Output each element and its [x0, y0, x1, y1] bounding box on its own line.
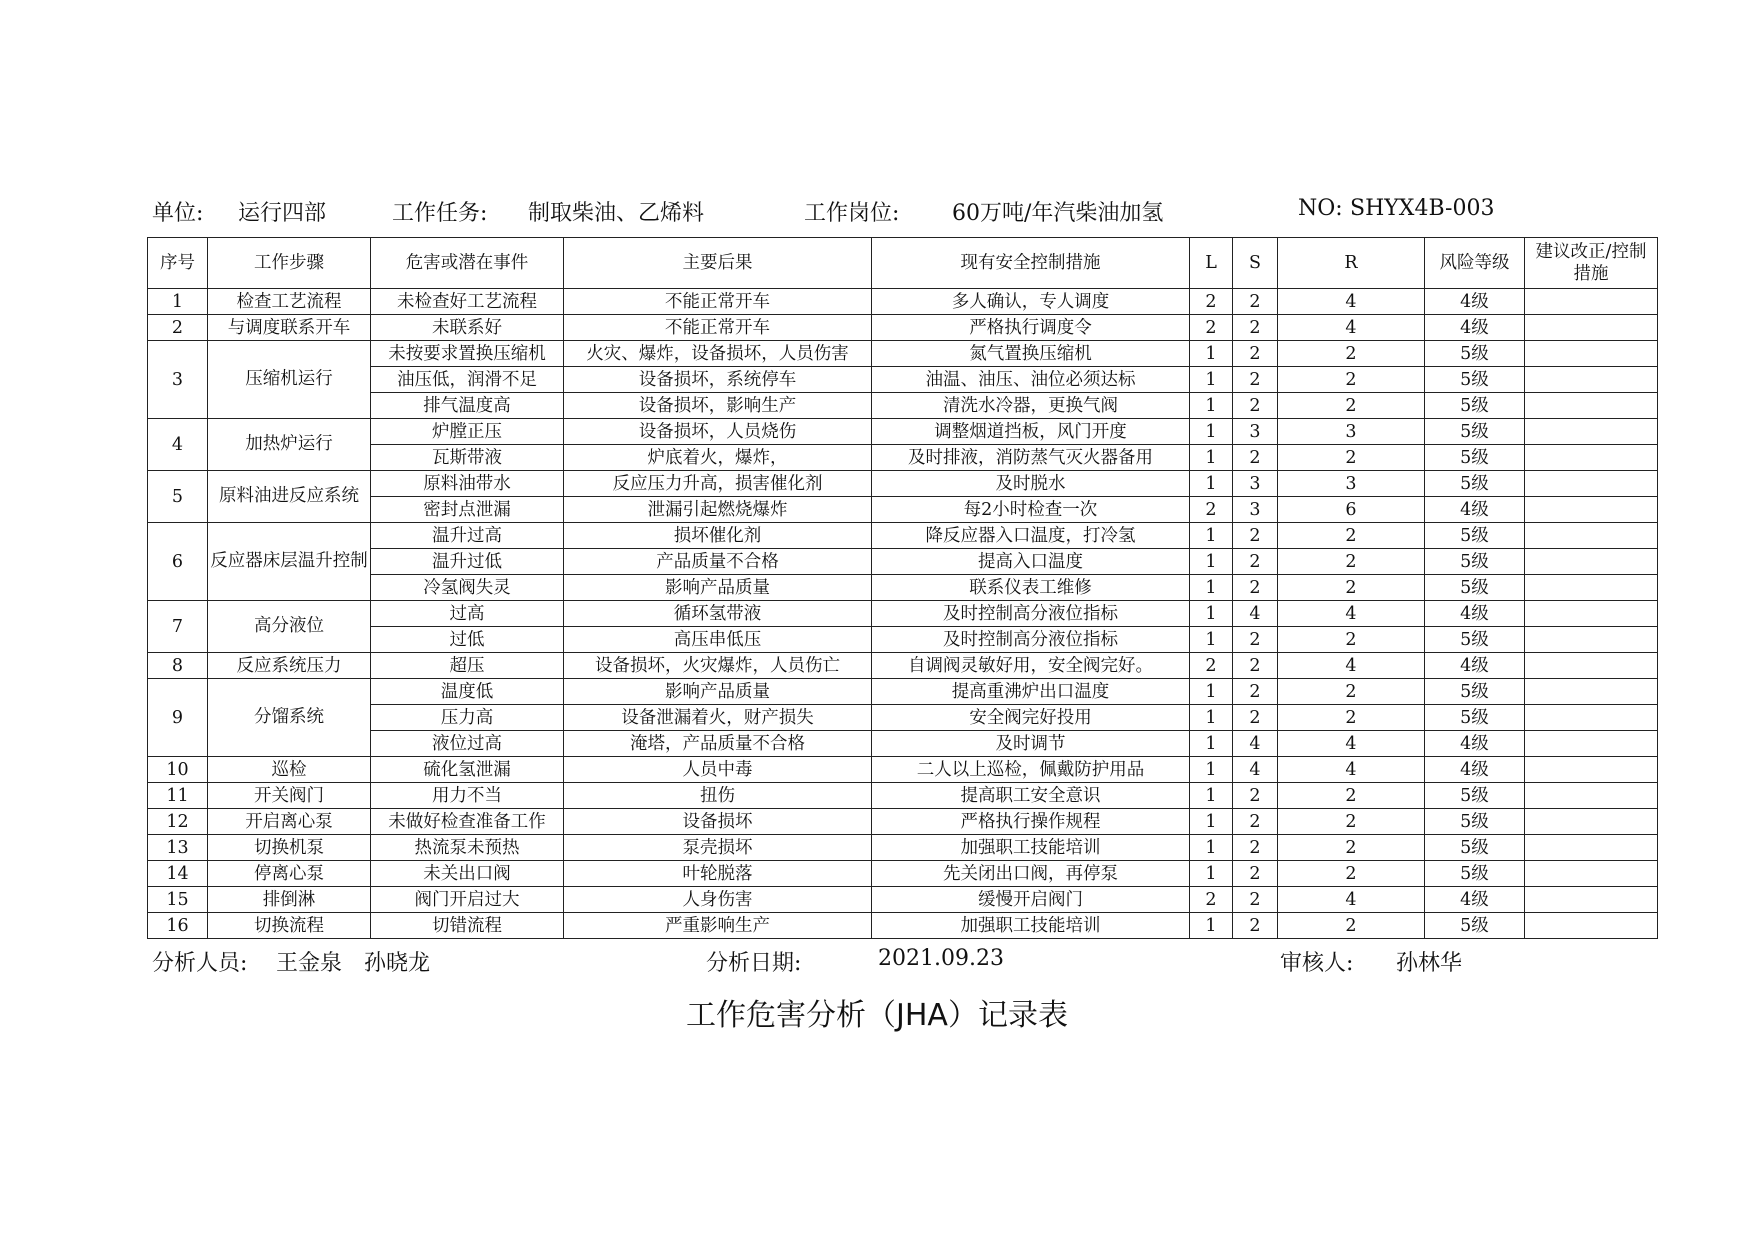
s-cell: 2: [1233, 913, 1278, 939]
work-step-cell: 加热炉运行: [208, 419, 371, 471]
suggestion-cell: [1525, 809, 1658, 835]
header-s: S: [1233, 238, 1278, 289]
control-cell: 缓慢开启阀门: [872, 887, 1190, 913]
s-cell: 2: [1233, 445, 1278, 471]
suggestion-cell: [1525, 861, 1658, 887]
suggestion-cell: [1525, 549, 1658, 575]
hazard-cell: 未联系好: [371, 315, 564, 341]
hazard-cell: 阀门开启过大: [371, 887, 564, 913]
l-cell: 1: [1190, 913, 1233, 939]
table-row: [148, 341, 1658, 367]
table-row: [148, 835, 1658, 861]
s-cell: 4: [1233, 757, 1278, 783]
hazard-cell: 硫化氢泄漏: [371, 757, 564, 783]
suggestion-cell: [1525, 731, 1658, 757]
risk-level-cell: 4级: [1425, 653, 1525, 679]
risk-level-cell: 4级: [1425, 289, 1525, 315]
task-label: 工作任务:: [392, 201, 488, 226]
risk-level-cell: 5级: [1425, 445, 1525, 471]
work-step-cell: 切换流程: [208, 913, 371, 939]
work-step-cell: 高分液位: [208, 601, 371, 653]
reviewer-value: 孙林华: [1396, 951, 1463, 976]
l-cell: 1: [1190, 861, 1233, 887]
table-row: [148, 393, 1658, 419]
consequence-cell: 设备泄漏着火，财产损失: [564, 705, 872, 731]
risk-level-cell: 5级: [1425, 575, 1525, 601]
suggestion-cell: [1525, 341, 1658, 367]
risk-level-cell: 5级: [1425, 913, 1525, 939]
s-cell: 2: [1233, 549, 1278, 575]
suggestion-cell: [1525, 393, 1658, 419]
risk-level-cell: 4级: [1425, 887, 1525, 913]
l-cell: 1: [1190, 809, 1233, 835]
r-cell: 4: [1278, 653, 1425, 679]
risk-level-cell: 4级: [1425, 497, 1525, 523]
step-number-cell: 12: [148, 809, 208, 835]
r-cell: 2: [1278, 445, 1425, 471]
work-step-cell: 原料油进反应系统: [208, 471, 371, 523]
control-cell: 多人确认，专人调度: [872, 289, 1190, 315]
control-cell: 降反应器入口温度，打冷氢: [872, 523, 1190, 549]
r-cell: 2: [1278, 523, 1425, 549]
work-step-cell: 切换机泵: [208, 835, 371, 861]
table-row: [148, 497, 1658, 523]
s-cell: 2: [1233, 861, 1278, 887]
risk-level-cell: 5级: [1425, 419, 1525, 445]
header-consequence: 主要后果: [564, 238, 872, 289]
control-cell: 安全阀完好投用: [872, 705, 1190, 731]
table-row: [148, 367, 1658, 393]
hazard-cell: 冷氢阀失灵: [371, 575, 564, 601]
risk-level-cell: 5级: [1425, 705, 1525, 731]
table-row: [148, 419, 1658, 445]
s-cell: 2: [1233, 315, 1278, 341]
hazard-cell: 温度低: [371, 679, 564, 705]
table-row: [148, 601, 1658, 627]
hazard-cell: 原料油带水: [371, 471, 564, 497]
l-cell: 1: [1190, 419, 1233, 445]
table-row: [148, 731, 1658, 757]
date-value: 2021.09.23: [878, 946, 1004, 971]
s-cell: 3: [1233, 419, 1278, 445]
consequence-cell: 泄漏引起燃烧爆炸: [564, 497, 872, 523]
consequence-cell: 影响产品质量: [564, 679, 872, 705]
consequence-cell: 循环氢带液: [564, 601, 872, 627]
control-cell: 及时控制高分液位指标: [872, 601, 1190, 627]
suggestion-cell: [1525, 783, 1658, 809]
control-cell: 先关闭出口阀，再停泵: [872, 861, 1190, 887]
suggestion-cell: [1525, 445, 1658, 471]
step-number-cell: 2: [148, 315, 208, 341]
work-step-cell: 反应系统压力: [208, 653, 371, 679]
l-cell: 1: [1190, 471, 1233, 497]
risk-level-cell: 4级: [1425, 731, 1525, 757]
r-cell: 2: [1278, 627, 1425, 653]
l-cell: 1: [1190, 575, 1233, 601]
s-cell: 2: [1233, 887, 1278, 913]
consequence-cell: 炉底着火，爆炸，: [564, 445, 872, 471]
l-cell: 1: [1190, 367, 1233, 393]
r-cell: 2: [1278, 861, 1425, 887]
step-number-cell: 8: [148, 653, 208, 679]
r-cell: 2: [1278, 783, 1425, 809]
l-cell: 2: [1190, 497, 1233, 523]
step-number-cell: 10: [148, 757, 208, 783]
suggestion-cell: [1525, 627, 1658, 653]
date-label: 分析日期:: [706, 951, 802, 976]
suggestion-cell: [1525, 497, 1658, 523]
work-step-cell: 压缩机运行: [208, 341, 371, 419]
hazard-cell: 过低: [371, 627, 564, 653]
work-step-cell: 检查工艺流程: [208, 289, 371, 315]
step-number-cell: 1: [148, 289, 208, 315]
consequence-cell: 产品质量不合格: [564, 549, 872, 575]
step-number-cell: 14: [148, 861, 208, 887]
hazard-cell: 炉膛正压: [371, 419, 564, 445]
header-no: 序号: [148, 238, 208, 289]
control-cell: 调整烟道挡板，风门开度: [872, 419, 1190, 445]
s-cell: 2: [1233, 627, 1278, 653]
header-l: L: [1190, 238, 1233, 289]
consequence-cell: 淹塔，产品质量不合格: [564, 731, 872, 757]
step-number-cell: 9: [148, 679, 208, 757]
s-cell: 2: [1233, 393, 1278, 419]
control-cell: 提高重沸炉出口温度: [872, 679, 1190, 705]
s-cell: 3: [1233, 471, 1278, 497]
s-cell: 2: [1233, 705, 1278, 731]
s-cell: 2: [1233, 367, 1278, 393]
r-cell: 4: [1278, 731, 1425, 757]
analyst-value: 王金泉 孙晓龙: [276, 951, 431, 976]
suggestion-cell: [1525, 913, 1658, 939]
control-cell: 及时排液，消防蒸气灭火器备用: [872, 445, 1190, 471]
risk-level-cell: 5级: [1425, 523, 1525, 549]
control-cell: 提高职工安全意识: [872, 783, 1190, 809]
work-step-cell: 巡检: [208, 757, 371, 783]
analyst-label: 分析人员:: [152, 951, 248, 976]
consequence-cell: 不能正常开车: [564, 315, 872, 341]
l-cell: 1: [1190, 523, 1233, 549]
r-cell: 2: [1278, 913, 1425, 939]
r-cell: 2: [1278, 367, 1425, 393]
control-cell: 每2小时检查一次: [872, 497, 1190, 523]
header-suggestion: 建议改正/控制措施: [1525, 238, 1658, 289]
consequence-cell: 设备损坏，火灾爆炸，人员伤亡: [564, 653, 872, 679]
hazard-cell: 压力高: [371, 705, 564, 731]
hazard-cell: 热流泵未预热: [371, 835, 564, 861]
consequence-cell: 泵壳损坏: [564, 835, 872, 861]
l-cell: 1: [1190, 783, 1233, 809]
risk-level-cell: 5级: [1425, 367, 1525, 393]
control-cell: 二人以上巡检，佩戴防护用品: [872, 757, 1190, 783]
control-cell: 及时脱水: [872, 471, 1190, 497]
hazard-cell: 密封点泄漏: [371, 497, 564, 523]
work-step-cell: 开关阀门: [208, 783, 371, 809]
control-cell: 及时调节: [872, 731, 1190, 757]
risk-level-cell: 5级: [1425, 627, 1525, 653]
l-cell: 1: [1190, 627, 1233, 653]
l-cell: 1: [1190, 835, 1233, 861]
table-row: [148, 809, 1658, 835]
hazard-cell: 油压低，润滑不足: [371, 367, 564, 393]
table-body: [148, 289, 1658, 939]
control-cell: 联系仪表工维修: [872, 575, 1190, 601]
r-cell: 6: [1278, 497, 1425, 523]
step-number-cell: 7: [148, 601, 208, 653]
risk-level-cell: 5级: [1425, 471, 1525, 497]
table-row: [148, 445, 1658, 471]
hazard-cell: 用力不当: [371, 783, 564, 809]
suggestion-cell: [1525, 601, 1658, 627]
l-cell: 1: [1190, 445, 1233, 471]
s-cell: 2: [1233, 289, 1278, 315]
suggestion-cell: [1525, 835, 1658, 861]
work-step-cell: 分馏系统: [208, 679, 371, 757]
suggestion-cell: [1525, 315, 1658, 341]
suggestion-cell: [1525, 679, 1658, 705]
s-cell: 2: [1233, 783, 1278, 809]
r-cell: 4: [1278, 887, 1425, 913]
table-header-row: [148, 238, 1658, 289]
suggestion-cell: [1525, 367, 1658, 393]
document-title: 工作危害分析（JHA）记录表: [686, 998, 1068, 1033]
header-r: R: [1278, 238, 1425, 289]
consequence-cell: 反应压力升高，损害催化剂: [564, 471, 872, 497]
l-cell: 1: [1190, 549, 1233, 575]
risk-level-cell: 4级: [1425, 601, 1525, 627]
work-step-cell: 与调度联系开车: [208, 315, 371, 341]
s-cell: 3: [1233, 497, 1278, 523]
table-row: [148, 653, 1658, 679]
control-cell: 自调阀灵敏好用，安全阀完好。: [872, 653, 1190, 679]
control-cell: 及时控制高分液位指标: [872, 627, 1190, 653]
step-number-cell: 3: [148, 341, 208, 419]
risk-level-cell: 5级: [1425, 549, 1525, 575]
l-cell: 2: [1190, 653, 1233, 679]
hazard-cell: 未做好检查准备工作: [371, 809, 564, 835]
suggestion-cell: [1525, 705, 1658, 731]
table-row: [148, 861, 1658, 887]
r-cell: 4: [1278, 289, 1425, 315]
consequence-cell: 叶轮脱落: [564, 861, 872, 887]
s-cell: 2: [1233, 809, 1278, 835]
consequence-cell: 严重影响生产: [564, 913, 872, 939]
control-cell: 严格执行操作规程: [872, 809, 1190, 835]
step-number-cell: 5: [148, 471, 208, 523]
risk-level-cell: 5级: [1425, 679, 1525, 705]
hazard-cell: 排气温度高: [371, 393, 564, 419]
step-number-cell: 11: [148, 783, 208, 809]
r-cell: 2: [1278, 679, 1425, 705]
hazard-cell: 温升过低: [371, 549, 564, 575]
s-cell: 2: [1233, 341, 1278, 367]
control-cell: 清洗水冷器，更换气阀: [872, 393, 1190, 419]
post-value: 60万吨/年汽柴油加氢: [952, 201, 1164, 226]
hazard-cell: 未检查好工艺流程: [371, 289, 564, 315]
table-row: [148, 315, 1658, 341]
consequence-cell: 火灾、爆炸，设备损坏，人员伤害: [564, 341, 872, 367]
consequence-cell: 高压串低压: [564, 627, 872, 653]
control-cell: 加强职工技能培训: [872, 913, 1190, 939]
consequence-cell: 设备损坏，人员烧伤: [564, 419, 872, 445]
risk-level-cell: 5级: [1425, 835, 1525, 861]
consequence-cell: 设备损坏，系统停车: [564, 367, 872, 393]
control-cell: 严格执行调度令: [872, 315, 1190, 341]
work-step-cell: 停离心泵: [208, 861, 371, 887]
s-cell: 4: [1233, 601, 1278, 627]
hazard-cell: 切错流程: [371, 913, 564, 939]
table-row: [148, 783, 1658, 809]
l-cell: 1: [1190, 601, 1233, 627]
step-number-cell: 16: [148, 913, 208, 939]
post-label: 工作岗位:: [804, 201, 900, 226]
work-step-cell: 开启离心泵: [208, 809, 371, 835]
l-cell: 1: [1190, 757, 1233, 783]
control-cell: 氮气置换压缩机: [872, 341, 1190, 367]
table-row: [148, 627, 1658, 653]
risk-level-cell: 5级: [1425, 393, 1525, 419]
l-cell: 2: [1190, 289, 1233, 315]
consequence-cell: 人员中毒: [564, 757, 872, 783]
l-cell: 2: [1190, 887, 1233, 913]
consequence-cell: 设备损坏，影响生产: [564, 393, 872, 419]
work-step-cell: 排倒淋: [208, 887, 371, 913]
l-cell: 1: [1190, 705, 1233, 731]
l-cell: 1: [1190, 393, 1233, 419]
no-value: SHYX4B-003: [1350, 196, 1495, 221]
table-row: [148, 887, 1658, 913]
table-row: [148, 757, 1658, 783]
header-step: 工作步骤: [208, 238, 371, 289]
r-cell: 2: [1278, 393, 1425, 419]
consequence-cell: 扭伤: [564, 783, 872, 809]
hazard-cell: 超压: [371, 653, 564, 679]
l-cell: 2: [1190, 315, 1233, 341]
r-cell: 2: [1278, 705, 1425, 731]
table-row: [148, 549, 1658, 575]
table-row: [148, 679, 1658, 705]
r-cell: 2: [1278, 575, 1425, 601]
consequence-cell: 人身伤害: [564, 887, 872, 913]
hazard-cell: 未按要求置换压缩机: [371, 341, 564, 367]
task-value: 制取柴油、乙烯料: [528, 201, 705, 226]
table-row: [148, 575, 1658, 601]
table-row: [148, 289, 1658, 315]
risk-level-cell: 5级: [1425, 861, 1525, 887]
document-header: [152, 196, 1612, 230]
s-cell: 2: [1233, 653, 1278, 679]
work-step-cell: 反应器床层温升控制: [208, 523, 371, 601]
r-cell: 2: [1278, 835, 1425, 861]
suggestion-cell: [1525, 419, 1658, 445]
consequence-cell: 不能正常开车: [564, 289, 872, 315]
unit-label: 单位:: [152, 201, 204, 226]
suggestion-cell: [1525, 289, 1658, 315]
table-row: [148, 471, 1658, 497]
control-cell: 油温、油压、油位必须达标: [872, 367, 1190, 393]
suggestion-cell: [1525, 887, 1658, 913]
hazard-cell: 温升过高: [371, 523, 564, 549]
suggestion-cell: [1525, 757, 1658, 783]
control-cell: 提高入口温度: [872, 549, 1190, 575]
step-number-cell: 6: [148, 523, 208, 601]
suggestion-cell: [1525, 653, 1658, 679]
unit-value: 运行四部: [238, 201, 327, 226]
no-label: NO:: [1298, 196, 1343, 221]
step-number-cell: 15: [148, 887, 208, 913]
r-cell: 4: [1278, 601, 1425, 627]
table-row: [148, 523, 1658, 549]
s-cell: 2: [1233, 679, 1278, 705]
header-control: 现有安全控制措施: [872, 238, 1190, 289]
step-number-cell: 13: [148, 835, 208, 861]
consequence-cell: 影响产品质量: [564, 575, 872, 601]
jha-table: [147, 237, 1658, 939]
l-cell: 1: [1190, 679, 1233, 705]
s-cell: 2: [1233, 523, 1278, 549]
header-hazard: 危害或潜在事件: [371, 238, 564, 289]
r-cell: 3: [1278, 419, 1425, 445]
l-cell: 1: [1190, 731, 1233, 757]
suggestion-cell: [1525, 575, 1658, 601]
risk-level-cell: 5级: [1425, 809, 1525, 835]
r-cell: 2: [1278, 549, 1425, 575]
hazard-cell: 过高: [371, 601, 564, 627]
table-row: [148, 913, 1658, 939]
suggestion-cell: [1525, 523, 1658, 549]
risk-level-cell: 5级: [1425, 783, 1525, 809]
consequence-cell: 设备损坏: [564, 809, 872, 835]
table-row: [148, 705, 1658, 731]
header-level: 风险等级: [1425, 238, 1525, 289]
s-cell: 2: [1233, 575, 1278, 601]
document-footer: [152, 946, 1612, 980]
r-cell: 3: [1278, 471, 1425, 497]
control-cell: 加强职工技能培训: [872, 835, 1190, 861]
s-cell: 2: [1233, 835, 1278, 861]
step-number-cell: 4: [148, 419, 208, 471]
s-cell: 4: [1233, 731, 1278, 757]
r-cell: 4: [1278, 757, 1425, 783]
r-cell: 2: [1278, 809, 1425, 835]
r-cell: 4: [1278, 315, 1425, 341]
risk-level-cell: 4级: [1425, 315, 1525, 341]
hazard-cell: 液位过高: [371, 731, 564, 757]
consequence-cell: 损坏催化剂: [564, 523, 872, 549]
r-cell: 2: [1278, 341, 1425, 367]
suggestion-cell: [1525, 471, 1658, 497]
risk-level-cell: 5级: [1425, 341, 1525, 367]
risk-level-cell: 4级: [1425, 757, 1525, 783]
l-cell: 1: [1190, 341, 1233, 367]
hazard-cell: 未关出口阀: [371, 861, 564, 887]
reviewer-label: 审核人:: [1280, 951, 1354, 976]
hazard-cell: 瓦斯带液: [371, 445, 564, 471]
